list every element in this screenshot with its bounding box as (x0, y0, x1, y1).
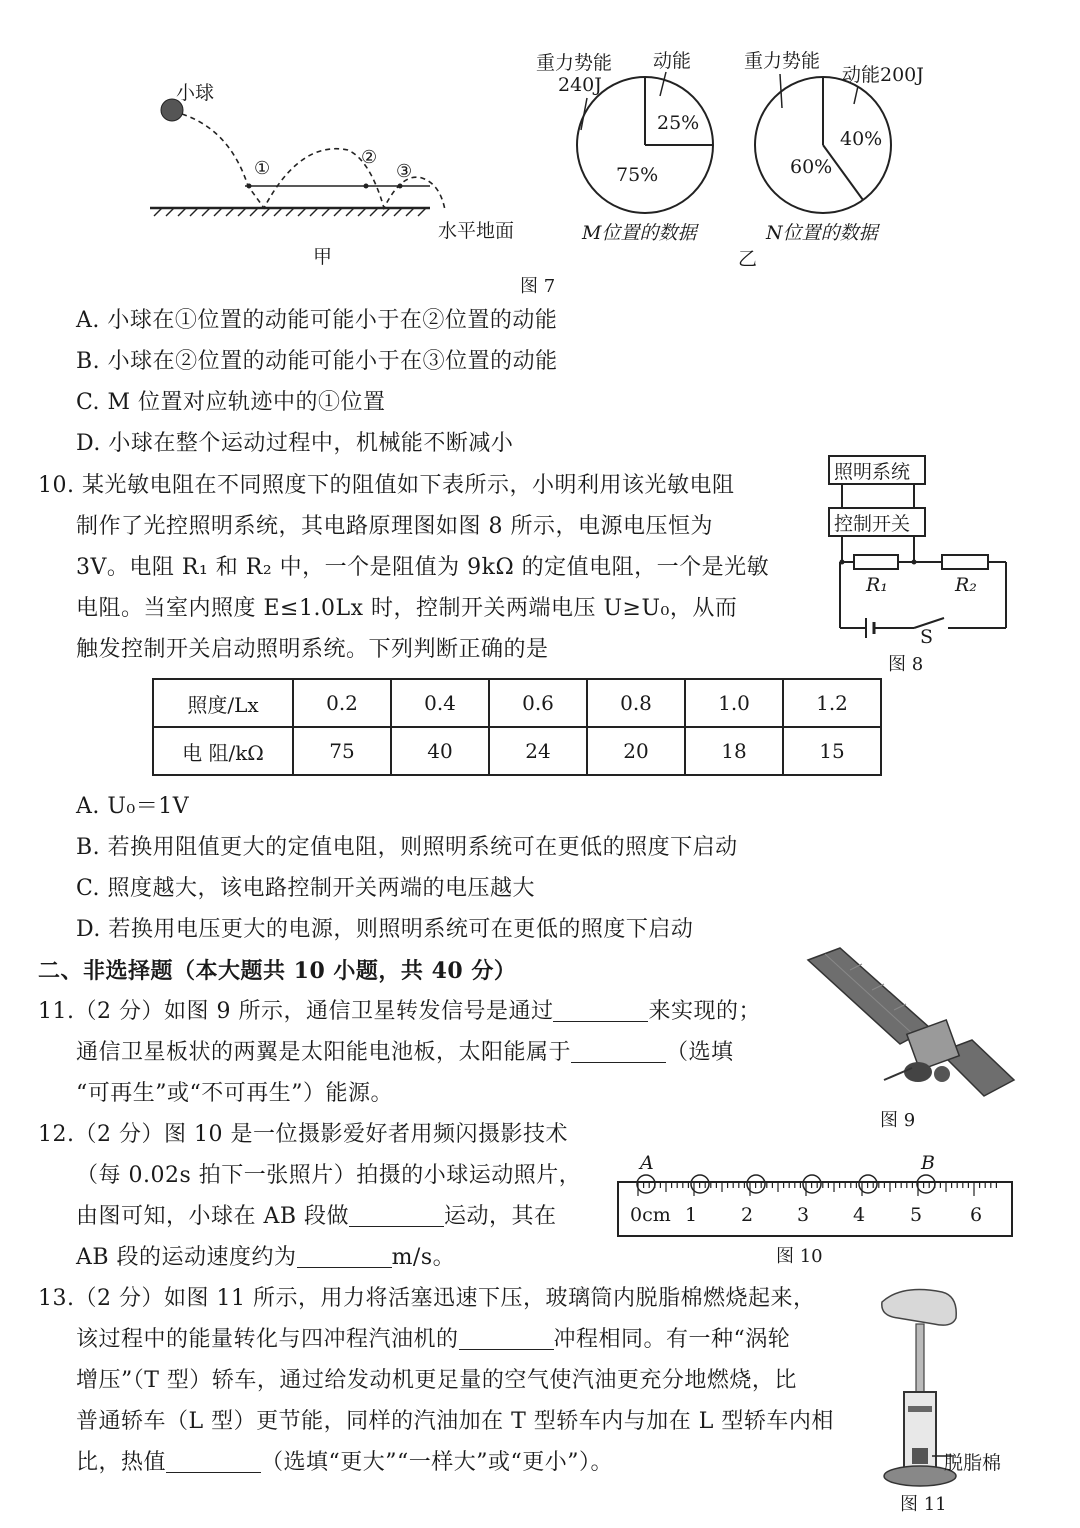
answer-blank[interactable] (553, 999, 648, 1022)
q12-line-4: AB 段的运动速度约为 m/s。 (76, 1245, 456, 1270)
table-cell: 0.2 (293, 679, 391, 727)
ruler-label-3: 3 (797, 1204, 810, 1226)
pie-m-ke-label: 动能 (653, 50, 692, 72)
answer-blank[interactable] (297, 1245, 392, 1268)
satellite-antenna (904, 1062, 932, 1082)
q9-option-a: A. 小球在①位置的动能可能小于在②位置的动能 (76, 308, 558, 333)
table-cell: 75 (293, 727, 391, 775)
illuminance-resistance-table (152, 678, 882, 776)
fig8-switch-label: S (920, 626, 934, 648)
figure-8-caption: 图 8 (888, 654, 924, 675)
table-cell: 1.0 (685, 679, 783, 727)
pie-n-caption: N位置的数据 (766, 222, 878, 244)
q10-option-a: A. U₀＝1V (76, 794, 190, 819)
position-1-label: ① (254, 158, 271, 179)
q11-line-2: 通信卫星板状的两翼是太阳能电池板，太阳能属于 （选填 (76, 1040, 734, 1065)
piston-handle (882, 1290, 956, 1326)
yi-label: 乙 (738, 248, 758, 270)
pie-m-gp-label: 重力势能 (536, 52, 613, 74)
answer-blank[interactable] (571, 1040, 666, 1063)
q10-line-3: 3V。电阻 R₁ 和 R₂ 中，一个是阻值为 9kΩ 的定值电阻，一个是光敏 (76, 555, 770, 580)
figure-11-caption: 图 11 (900, 1494, 947, 1515)
q12-line-2: （每 0.02s 拍下一张照片）拍摄的小球运动照片， (76, 1163, 582, 1188)
table-cell: 18 (685, 727, 783, 775)
q13-line-1: 13.（2 分）如图 11 所示，用力将活塞迅速下压，玻璃筒内脱脂棉燃烧起来， (38, 1286, 816, 1311)
pie-m-gp-pct: 75% (616, 164, 659, 186)
position-3-label: ③ (396, 161, 413, 182)
ruler-label-2: 2 (741, 1204, 754, 1226)
table-row1-head: 照度/Lx (153, 679, 293, 727)
q12-line-1: 12.（2 分）图 10 是一位摄影爱好者用频闪摄影技术 (38, 1122, 568, 1147)
answer-blank[interactable] (166, 1450, 261, 1473)
solar-panel-left (808, 948, 930, 1044)
point-b-label: B (921, 1152, 935, 1174)
position-2-label: ② (361, 147, 378, 168)
jia-label: 甲 (313, 246, 333, 268)
table-cell: 0.6 (489, 679, 587, 727)
ruler-label-6: 6 (970, 1204, 983, 1226)
ruler-label-0: 0cm (630, 1204, 671, 1226)
table-row2-head: 电 阻/kΩ (153, 727, 293, 775)
point-a-label: A (640, 1152, 654, 1174)
ruler-body (618, 1182, 1012, 1236)
figure-7-caption: 图 7 (520, 276, 556, 297)
q10-line-1: 10. 某光敏电阻在不同照度下的阻值如下表所示，小明利用该光敏电阻 (38, 473, 735, 498)
table-row (153, 679, 881, 727)
pie-n-gp-pct: 60% (790, 156, 833, 178)
q9-option-d: D. 小球在整个运动过程中，机械能不断减小 (76, 431, 514, 456)
table-cell: 40 (391, 727, 489, 775)
table-cell: 20 (587, 727, 685, 775)
table-cell: 0.8 (587, 679, 685, 727)
section-2-heading: 二、非选择题（本大题共 10 小题，共 40 分） (38, 958, 517, 984)
resistor-r2 (942, 555, 988, 569)
table-cell: 15 (783, 727, 881, 775)
q13-line-3: 增压”（T 型）轿车，通过给发动机更足量的空气使汽油更充分地燃烧，比 (76, 1368, 797, 1393)
q10-option-d: D. 若换用电压更大的电源，则照明系统可在更低的照度下启动 (76, 917, 694, 942)
q10-line-2: 制作了光控照明系统，其电路原理图如图 8 所示，电源电压恒为 (76, 514, 713, 539)
ball-label: 小球 (176, 82, 215, 104)
q10-option-c: C. 照度越大，该电路控制开关两端的电压越大 (76, 876, 536, 901)
pie-n-ke-pct: 40% (840, 128, 883, 150)
table-cell: 24 (489, 727, 587, 775)
resistor-r1 (854, 555, 898, 569)
q13-line-5: 比，热值 （选填“更大”“一样大”或“更小”）。 (76, 1450, 613, 1475)
figure-9-caption: 图 9 (880, 1110, 916, 1131)
fig8-r1-label: R₁ (866, 574, 888, 596)
figure-10-ruler (616, 1170, 1016, 1240)
fig8-box2-label: 控制开关 (834, 513, 911, 535)
q13-line-4: 普通轿车（L 型）更节能，同样的汽油加在 T 型轿车内与加在 L 型轿车内相 (76, 1409, 834, 1434)
pie-n-ke-label: 动能200J (842, 64, 924, 86)
pie-n-gp-label: 重力势能 (744, 50, 821, 72)
pie-m-gp-value: 240J (558, 74, 602, 96)
figure-10-caption: 图 10 (776, 1246, 823, 1267)
q11-line-3: “可再生”或“不可再生”）能源。 (76, 1081, 393, 1106)
table-cell: 1.2 (783, 679, 881, 727)
figure-9-satellite (800, 940, 1020, 1110)
q11-line-1: 11.（2 分）如图 9 所示，通信卫星转发信号是通过 来实现的； (38, 999, 761, 1024)
q13-line-2: 该过程中的能量转化与四冲程汽油机的 冲程相同。有一种“涡轮 (76, 1327, 791, 1352)
pie-m-ke-pct: 25% (657, 112, 700, 134)
ruler-label-4: 4 (853, 1204, 866, 1226)
answer-blank[interactable] (459, 1327, 554, 1350)
table-cell: 0.4 (391, 679, 489, 727)
fig8-r2-label: R₂ (955, 574, 977, 596)
fig8-box1-label: 照明系统 (834, 461, 911, 483)
ruler-label-1: 1 (685, 1204, 698, 1226)
answer-blank[interactable] (349, 1204, 444, 1227)
pie-m-caption: M位置的数据 (582, 222, 697, 244)
ground-label: 水平地面 (438, 220, 515, 242)
q9-option-c: C. M 位置对应轨迹中的①位置 (76, 390, 386, 415)
q10-line-4: 电阻。当室内照度 E≤1.0Lx 时，控制开关两端电压 U≥U₀，从而 (76, 596, 738, 621)
q10-option-b: B. 若换用阻值更大的定值电阻，则照明系统可在更低的照度下启动 (76, 835, 738, 860)
table-row (153, 727, 881, 775)
ruler-label-5: 5 (910, 1204, 923, 1226)
cotton-label: 脱脂棉 (944, 1452, 1002, 1474)
q12-line-3: 由图可知，小球在 AB 段做 运动，其在 (76, 1204, 557, 1229)
q10-line-5: 触发控制开关启动照明系统。下列判断正确的是 (76, 637, 549, 662)
cotton (912, 1448, 928, 1464)
q9-option-b: B. 小球在②位置的动能可能小于在③位置的动能 (76, 349, 558, 374)
